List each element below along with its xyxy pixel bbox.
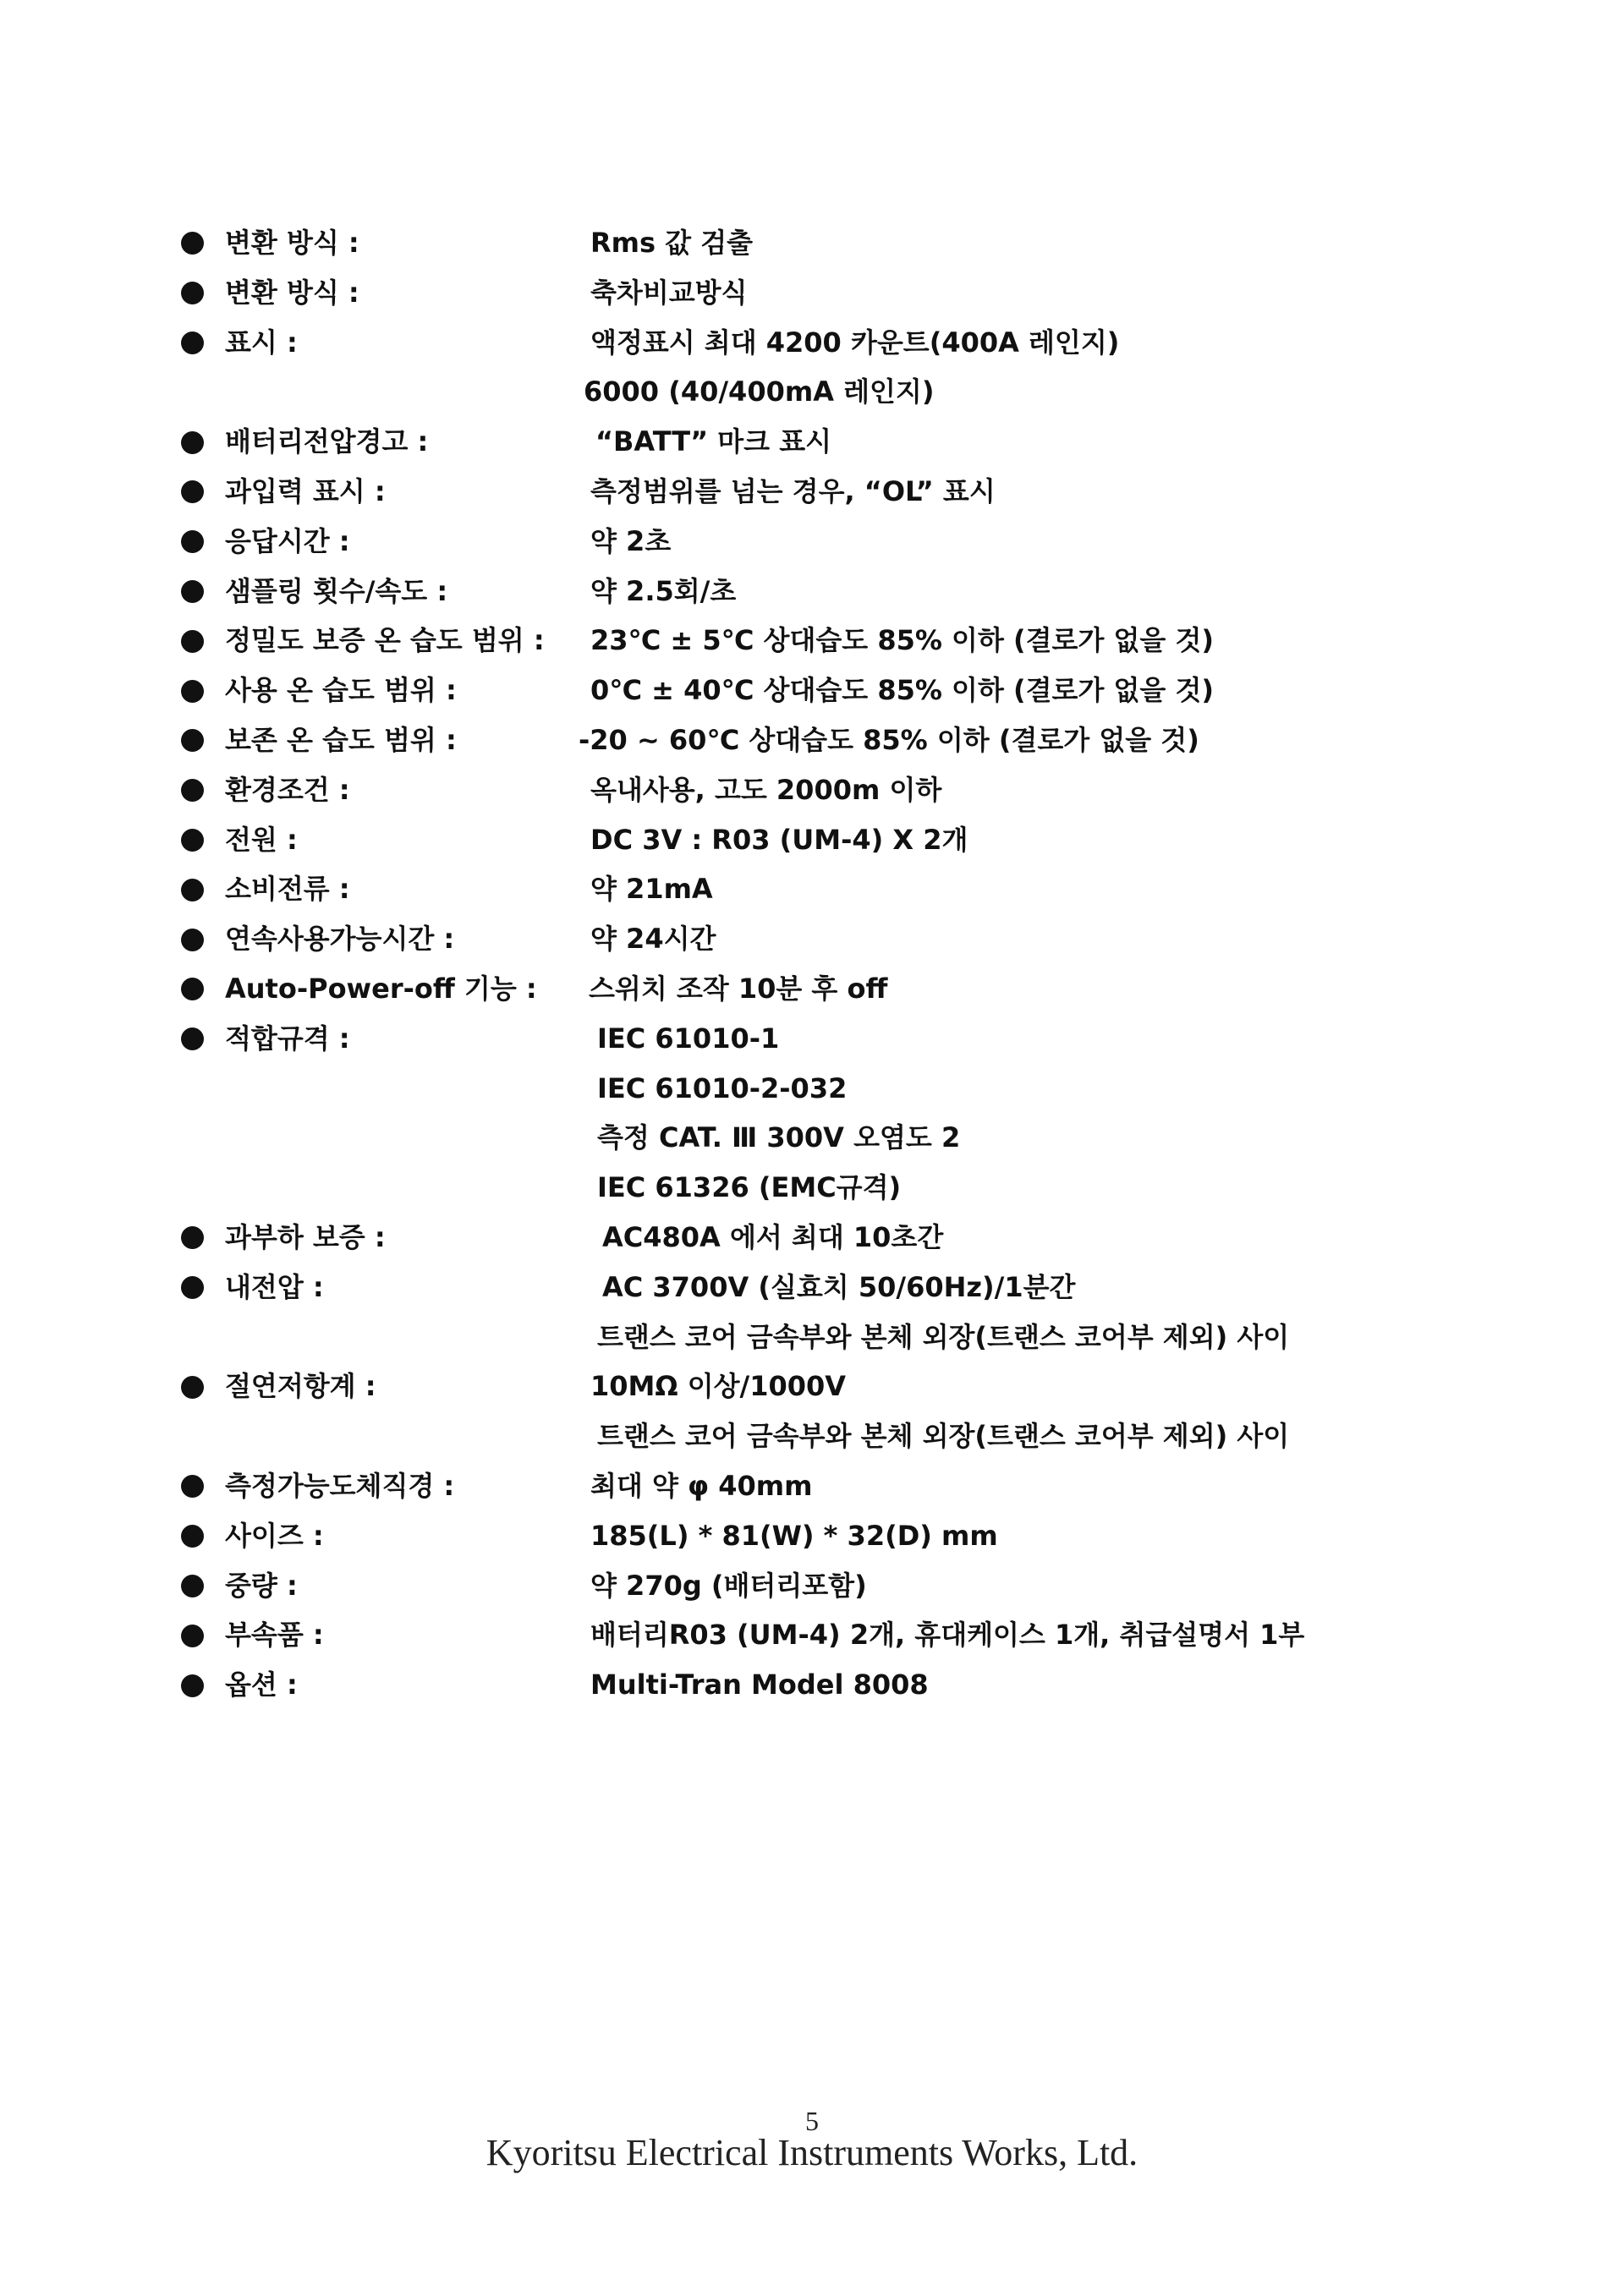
spec-row-over-input <box>181 467 1433 517</box>
spec-row-weight <box>181 1561 1433 1611</box>
spec-row-operating-temp-humidity <box>181 666 1433 715</box>
spec-row-environment <box>181 765 1433 815</box>
spec-value: 약 270g (배터리포함) <box>590 1569 867 1602</box>
spec-label: 변환 방식 : <box>225 227 359 259</box>
bullet-icon <box>181 1625 204 1647</box>
spec-label: 사용 온 습도 범위 : <box>225 674 457 707</box>
spec-row-display-cont <box>181 367 1433 417</box>
bullet-icon <box>181 1376 204 1399</box>
spec-label: 샘플링 횟수/속도 : <box>225 574 448 607</box>
spec-value: 측정범위를 넘는 경우, “OL” 표시 <box>590 474 996 507</box>
bullet-icon <box>181 779 204 802</box>
bullet-icon <box>181 1226 204 1249</box>
spec-row-withstand-voltage <box>181 1263 1433 1312</box>
spec-value: 액정표시 최대 4200 카운트(400A 레인지) <box>590 326 1120 359</box>
spec-value: 185(L) * 81(W) * 32(D) mm <box>590 1519 998 1552</box>
spec-value: 약 2초 <box>590 524 672 557</box>
spec-value: IEC 61010-1 <box>597 1022 780 1055</box>
spec-row-insulation-cont <box>181 1411 1433 1461</box>
spec-label: 적합규격 : <box>225 1022 350 1055</box>
spec-value: 23℃ ± 5℃ 상대습도 85% 이하 (결로가 없을 것) <box>590 624 1215 657</box>
bullet-icon <box>181 431 204 454</box>
bullet-icon <box>181 680 204 703</box>
bullet-icon <box>181 729 204 752</box>
spec-row-accuracy-temp-humidity <box>181 616 1433 666</box>
spec-value: 0℃ ± 40℃ 상대습도 85% 이하 (결로가 없을 것) <box>590 674 1215 707</box>
spec-row-withstand-voltage-cont <box>181 1312 1433 1362</box>
bullet-icon <box>181 580 204 603</box>
bullet-icon <box>181 480 204 503</box>
spec-row-options <box>181 1660 1433 1710</box>
spec-value: 약 2.5회/초 <box>590 574 737 607</box>
spec-value: 약 24시간 <box>590 923 716 956</box>
spec-label: 중량 : <box>225 1569 298 1602</box>
spec-label: 정밀도 보증 온 습도 범위 : <box>225 624 545 657</box>
bullet-icon <box>181 1674 204 1697</box>
bullet-icon <box>181 530 204 553</box>
spec-value: Rms 값 검출 <box>590 227 754 259</box>
spec-label: 절연저항계 : <box>225 1370 376 1403</box>
spec-value: 트랜스 코어 금속부와 본체 외장(트랜스 코어부 제외) 사이 <box>597 1320 1290 1353</box>
bullet-icon <box>181 630 204 653</box>
bullet-icon <box>181 929 204 951</box>
spec-value: AC 3700V (실효치 50/60Hz)/1분간 <box>602 1270 1076 1303</box>
spec-value: AC480A 에서 최대 10초간 <box>602 1220 944 1253</box>
spec-value: IEC 61326 (EMC규격) <box>597 1171 902 1204</box>
spec-label: 옵션 : <box>225 1669 298 1701</box>
spec-row-response-time <box>181 517 1433 567</box>
bullet-icon <box>181 1276 204 1299</box>
spec-label: 부속품 : <box>225 1619 324 1652</box>
spec-value: 약 21mA <box>590 873 713 906</box>
spec-label: 과입력 표시 : <box>225 474 386 507</box>
page-number: 5 <box>805 2106 819 2136</box>
spec-row-standards <box>181 1014 1433 1064</box>
spec-value: Multi-Tran Model 8008 <box>590 1669 929 1701</box>
spec-row-conductor-diameter <box>181 1461 1433 1511</box>
bullet-icon <box>181 332 204 354</box>
spec-row-conversion-method <box>181 218 1433 268</box>
spec-label: 측정가능도체직경 : <box>225 1469 455 1502</box>
spec-value: IEC 61010-2-032 <box>597 1071 848 1104</box>
spec-row-auto-power-off <box>181 964 1433 1014</box>
spec-label: 과부하 보증 : <box>225 1220 386 1253</box>
bullet-icon <box>181 232 204 255</box>
spec-value: 10MΩ 이상/1000V <box>590 1370 847 1403</box>
spec-value: 배터리R03 (UM-4) 2개, 휴대케이스 1개, 취급설명서 1부 <box>590 1619 1305 1652</box>
bullet-icon <box>181 282 204 304</box>
spec-label: 연속사용가능시간 : <box>225 923 455 956</box>
spec-value: 옥내사용, 고도 2000m 이하 <box>590 773 942 806</box>
spec-label: 전원 : <box>225 823 298 856</box>
bullet-icon <box>181 829 204 852</box>
spec-value: 축차비교방식 <box>590 276 748 309</box>
spec-row-display <box>181 318 1433 368</box>
spec-list <box>181 218 1433 1710</box>
bullet-icon <box>181 978 204 1000</box>
spec-label: 표시 : <box>225 326 298 359</box>
spec-label: 소비전류 : <box>225 873 350 906</box>
bullet-icon <box>181 1525 204 1548</box>
company-name: Kyoritsu Electrical Instruments Works, Ltd. <box>486 2132 1138 2173</box>
spec-row-sampling <box>181 567 1433 616</box>
bullet-icon <box>181 1027 204 1050</box>
bullet-icon <box>181 1575 204 1597</box>
spec-row-continuous-use <box>181 914 1433 964</box>
spec-row-standards-cont-2 <box>181 1113 1433 1163</box>
spec-row-accessories <box>181 1610 1433 1660</box>
spec-row-size <box>181 1511 1433 1561</box>
spec-label: 사이즈 : <box>225 1519 324 1552</box>
bullet-icon <box>181 1475 204 1498</box>
spec-label: Auto-Power-off 기능 : <box>225 972 537 1005</box>
spec-row-power <box>181 815 1433 865</box>
spec-row-insulation <box>181 1362 1433 1411</box>
bullet-icon <box>181 879 204 901</box>
spec-row-standards-cont-1 <box>181 1064 1433 1114</box>
spec-row-overload <box>181 1213 1433 1263</box>
spec-label: 배터리전압경고 : <box>225 425 429 458</box>
spec-row-current-consumption <box>181 864 1433 914</box>
spec-label: 내전압 : <box>225 1270 324 1303</box>
spec-row-battery-warning <box>181 417 1433 467</box>
spec-value: -20 ~ 60℃ 상대습도 85% 이하 (결로가 없을 것) <box>579 723 1199 756</box>
spec-row-conversion-method-2 <box>181 268 1433 318</box>
spec-label: 변환 방식 : <box>225 276 359 309</box>
spec-value: 스위치 조작 10분 후 off <box>589 972 888 1005</box>
spec-value: “BATT” 마크 표시 <box>595 425 832 458</box>
spec-value: 최대 약 φ 40mm <box>590 1469 813 1502</box>
spec-value: DC 3V : R03 (UM-4) X 2개 <box>590 823 968 856</box>
spec-label: 보존 온 습도 범위 : <box>225 723 457 756</box>
spec-label: 환경조건 : <box>225 773 350 806</box>
spec-row-storage-temp-humidity <box>181 715 1433 765</box>
spec-label: 응답시간 : <box>225 524 350 557</box>
spec-value: 측정 CAT. Ⅲ 300V 오염도 2 <box>597 1121 961 1154</box>
spec-value: 6000 (40/400mA 레인지) <box>584 375 935 408</box>
spec-value: 트랜스 코어 금속부와 본체 외장(트랜스 코어부 제외) 사이 <box>597 1420 1290 1453</box>
spec-row-standards-cont-3 <box>181 1163 1433 1213</box>
